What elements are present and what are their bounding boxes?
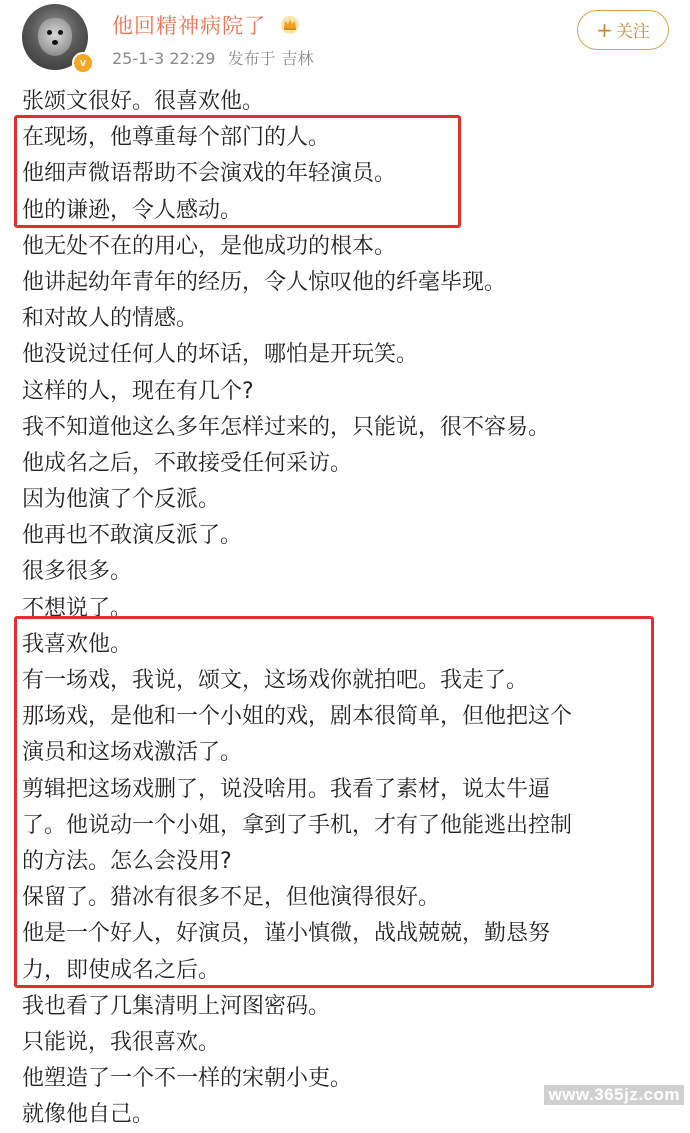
post-location: 吉林 [281, 49, 314, 68]
post-line: 他再也不敢演反派了。 [22, 523, 243, 549]
post-line: 他没说过任何人的坏话，哪怕是开玩笑。 [22, 342, 419, 368]
post-line: 他讲起幼年青年的经历，令人惊叹他的纤毫毕现。 [22, 269, 507, 295]
post-line: 就像他自己。 [22, 1102, 155, 1128]
location-prefix: 发布于 [227, 49, 276, 68]
post-line: 只能说，我很喜欢。 [22, 1029, 221, 1055]
post-line: 他是一个好人，好演员，谨小慎微，战战兢兢，勤恳努 [22, 921, 551, 947]
post-line: 有一场戏，我说，颂文，这场戏你就拍吧。我走了。 [22, 668, 529, 693]
follow-button[interactable] [577, 10, 669, 50]
post-line: 他无处不在的用心，是他成功的根本。 [22, 233, 397, 259]
post-line: 了。他说动一个小姐，拿到了手机，才有了他能逃出控制 [22, 812, 573, 838]
post-line: 演员和这场戏激活了。 [22, 740, 243, 766]
post-date: 25-1-3 22:29 [112, 49, 216, 68]
watermark: www.365jz.com [544, 1085, 684, 1105]
post-line: 不想说了。 [22, 595, 133, 621]
post-line: 在现场，他尊重每个部门的人。 [22, 125, 331, 151]
post-line: 和对故人的情感。 [22, 306, 199, 332]
post-line: 力，即使成名之后。 [22, 957, 221, 983]
username[interactable]: 他回精神病院了 [112, 14, 266, 38]
plus-icon: + [596, 18, 613, 42]
post-line: 他塑造了一个不一样的宋朝小吏。 [22, 1066, 353, 1092]
post-line: 保留了。猎冰有很多不足，但他演得很好。 [22, 885, 441, 911]
post-line: 的方法。怎么会没用? [22, 848, 232, 874]
post-header [0, 0, 690, 80]
post-line: 他成名之后，不敢接受任何采访。 [22, 450, 353, 476]
post-line: 很多很多。 [22, 559, 133, 585]
post-line: 我不知道他这么多年怎样过来的，只能说，很不容易。 [22, 414, 551, 440]
poodle-avatar [38, 18, 72, 56]
post-line: 剪辑把这场戏删了，说没啥用。我看了素材，说太牛逼 [22, 776, 551, 802]
follow-label: 关注 [615, 22, 650, 42]
post-line: 因为他演了个反派。 [22, 487, 221, 513]
post-meta [112, 46, 326, 69]
post-line: 我喜欢他。 [22, 631, 133, 657]
crown-icon [280, 14, 300, 34]
post-line: 他的谦逊，令人感动。 [22, 197, 243, 223]
verified-badge-icon: v [72, 52, 94, 74]
post-line: 那场戏，是他和一个小姐的戏，剧本很简单，但他把这个 [22, 704, 573, 730]
post-line: 我也看了几集清明上河图密码。 [22, 993, 331, 1019]
post-line: 他细声微语帮助不会演戏的年轻演员。 [22, 161, 397, 187]
post-body [22, 84, 662, 1133]
post-line: 张颂文很好。很喜欢他。 [22, 89, 265, 114]
post-line: 这样的人，现在有几个? [22, 378, 254, 404]
